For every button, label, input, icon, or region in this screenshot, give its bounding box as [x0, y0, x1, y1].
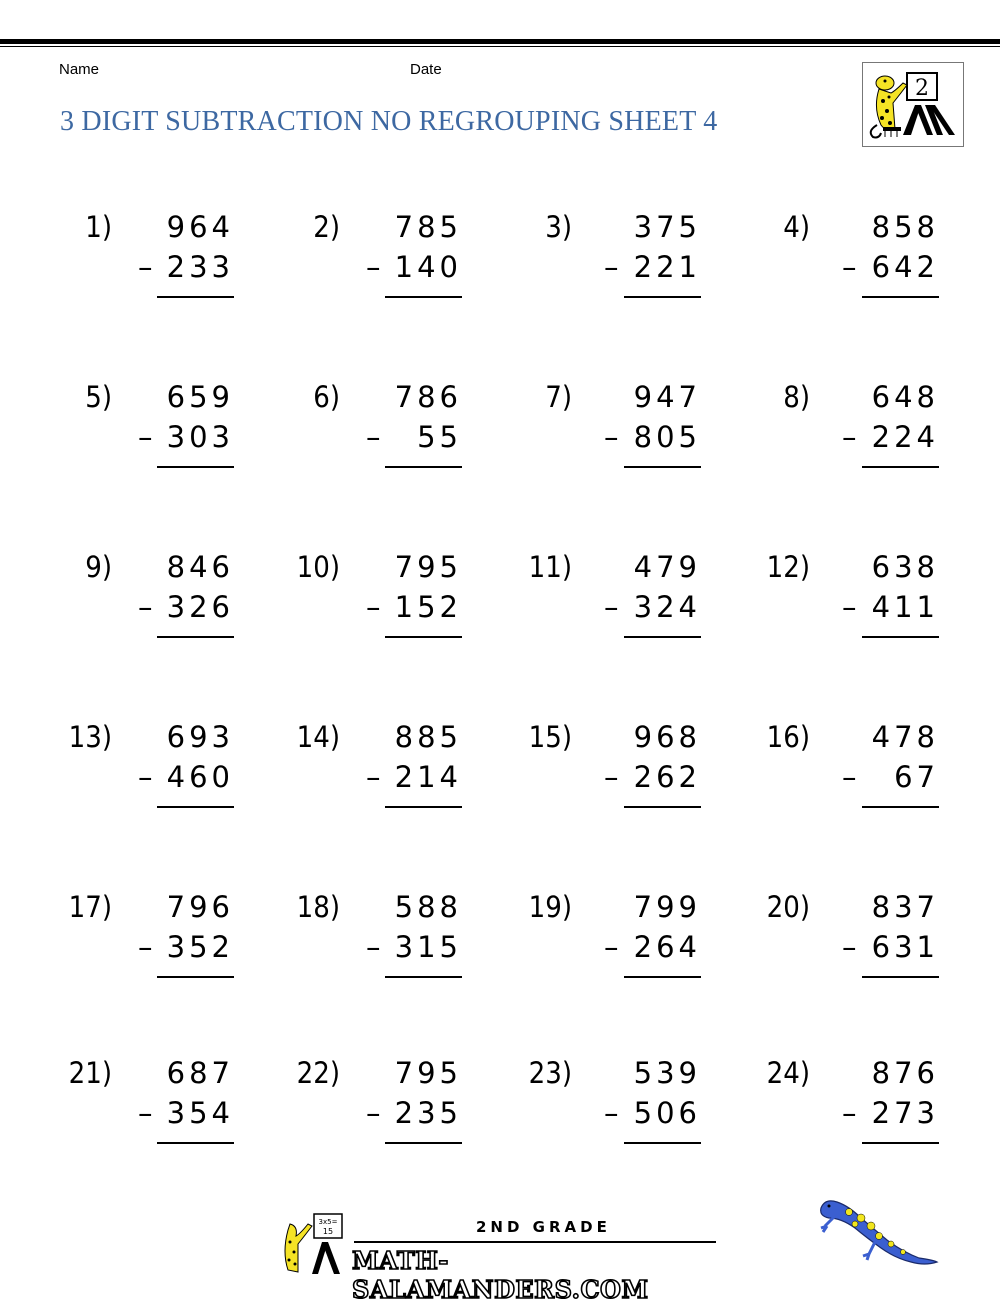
- problem-23: [520, 1056, 701, 1156]
- problem-number: 19): [528, 890, 572, 924]
- problem-number: 5): [85, 380, 112, 414]
- problem-number: 24): [766, 1056, 810, 1090]
- svg-text:15: 15: [322, 1227, 334, 1236]
- minuend: 885: [394, 720, 462, 754]
- minuend: 659: [166, 380, 234, 414]
- subtrahend: 642: [871, 250, 939, 284]
- problem-number: 13): [68, 720, 112, 754]
- minus-sign: –: [138, 930, 153, 964]
- subtrahend: 315: [394, 930, 462, 964]
- answer-line: [157, 1142, 234, 1144]
- minus-sign: –: [604, 420, 619, 454]
- problem-number: 4): [783, 210, 810, 244]
- problem-number: 6): [313, 380, 340, 414]
- subtrahend: 273: [871, 1096, 939, 1130]
- footer-site-name: MATH-SALAMANDERS.COM: [352, 1246, 649, 1304]
- answer-line: [157, 466, 234, 468]
- date-label: Date: [410, 61, 442, 78]
- problem-20: [758, 890, 939, 990]
- page-title: 3 DIGIT SUBTRACTION NO REGROUPING SHEET 4: [60, 106, 718, 137]
- problem-number: 15): [528, 720, 572, 754]
- problem-number: 17): [68, 890, 112, 924]
- minuend: 478: [871, 720, 939, 754]
- minuend: 964: [166, 210, 234, 244]
- minus-sign: –: [604, 590, 619, 624]
- answer-line: [624, 806, 701, 808]
- problem-number: 3): [545, 210, 572, 244]
- minus-sign: –: [138, 250, 153, 284]
- subtrahend: 460: [166, 760, 234, 794]
- problem-12: [758, 550, 939, 650]
- subtrahend: 506: [633, 1096, 701, 1130]
- minuend: 876: [871, 1056, 939, 1090]
- answer-line: [624, 636, 701, 638]
- minus-sign: –: [842, 930, 857, 964]
- minuend: 648: [871, 380, 939, 414]
- answer-line: [862, 806, 939, 808]
- subtrahend: 631: [871, 930, 939, 964]
- minus-sign: –: [366, 420, 381, 454]
- minuend: 947: [633, 380, 701, 414]
- answer-line: [157, 976, 234, 978]
- answer-line: [862, 466, 939, 468]
- problem-number: 16): [766, 720, 810, 754]
- answer-line: [385, 976, 462, 978]
- problem-8: [758, 380, 939, 480]
- answer-line: [385, 636, 462, 638]
- problem-9: [60, 550, 234, 650]
- minuend: 785: [394, 210, 462, 244]
- header-rule-thick: [0, 39, 1000, 44]
- minuend: 846: [166, 550, 234, 584]
- problem-15: [520, 720, 701, 820]
- subtrahend: 262: [633, 760, 701, 794]
- answer-line: [385, 806, 462, 808]
- minuend: 638: [871, 550, 939, 584]
- problem-number: 21): [68, 1056, 112, 1090]
- problem-19: [520, 890, 701, 990]
- problem-number: 7): [545, 380, 572, 414]
- answer-line: [157, 636, 234, 638]
- problem-18: [288, 890, 462, 990]
- minuend: 795: [394, 550, 462, 584]
- salamander-teacher-icon: [863, 63, 963, 146]
- answer-line: [862, 296, 939, 298]
- logo-grade-digit: 2: [915, 76, 929, 101]
- minus-sign: –: [138, 760, 153, 794]
- minuend: 968: [633, 720, 701, 754]
- problem-3: [520, 210, 701, 310]
- subtrahend: 354: [166, 1096, 234, 1130]
- subtrahend: 264: [633, 930, 701, 964]
- problem-number: 8): [783, 380, 810, 414]
- subtrahend: 303: [166, 420, 234, 454]
- minus-sign: –: [138, 1096, 153, 1130]
- minus-sign: –: [604, 760, 619, 794]
- subtrahend: 67: [894, 760, 939, 794]
- subtrahend: 235: [394, 1096, 462, 1130]
- answer-line: [862, 976, 939, 978]
- problem-5: [60, 380, 234, 480]
- minus-sign: –: [366, 930, 381, 964]
- problem-1: [60, 210, 234, 310]
- salamander-board-icon: [276, 1212, 356, 1276]
- grade-logo: [862, 62, 964, 147]
- problem-number: 20): [766, 890, 810, 924]
- subtrahend: 352: [166, 930, 234, 964]
- subtrahend: 140: [394, 250, 462, 284]
- answer-line: [624, 1142, 701, 1144]
- answer-line: [624, 466, 701, 468]
- problem-22: [288, 1056, 462, 1156]
- minus-sign: –: [138, 420, 153, 454]
- answer-line: [157, 806, 234, 808]
- minuend: 479: [633, 550, 701, 584]
- problem-17: [60, 890, 234, 990]
- subtrahend: 805: [633, 420, 701, 454]
- problem-number: 9): [85, 550, 112, 584]
- minuend: 858: [871, 210, 939, 244]
- problem-number: 22): [296, 1056, 340, 1090]
- problem-number: 2): [313, 210, 340, 244]
- minus-sign: –: [138, 590, 153, 624]
- blue-salamander-icon: [815, 1196, 940, 1270]
- answer-line: [624, 976, 701, 978]
- minus-sign: –: [604, 930, 619, 964]
- footer-grade: 2ND GRADE: [476, 1218, 611, 1236]
- subtrahend: 233: [166, 250, 234, 284]
- answer-line: [157, 296, 234, 298]
- subtrahend: 55: [417, 420, 462, 454]
- minus-sign: –: [842, 590, 857, 624]
- minuend: 539: [633, 1056, 701, 1090]
- minus-sign: –: [842, 760, 857, 794]
- minus-sign: –: [604, 1096, 619, 1130]
- answer-line: [862, 636, 939, 638]
- answer-line: [624, 296, 701, 298]
- problem-6: [288, 380, 462, 480]
- answer-line: [385, 296, 462, 298]
- answer-line: [385, 1142, 462, 1144]
- answer-line: [862, 1142, 939, 1144]
- answer-line: [385, 466, 462, 468]
- problem-24: [758, 1056, 939, 1156]
- minus-sign: –: [842, 420, 857, 454]
- minus-sign: –: [366, 250, 381, 284]
- minus-sign: –: [604, 250, 619, 284]
- subtrahend: 324: [633, 590, 701, 624]
- subtrahend: 224: [871, 420, 939, 454]
- svg-text:3x5=: 3x5=: [318, 1218, 338, 1226]
- footer-rule: [354, 1241, 716, 1243]
- minuend: 375: [633, 210, 701, 244]
- minuend: 687: [166, 1056, 234, 1090]
- footer-logo: [276, 1212, 726, 1304]
- minus-sign: –: [366, 1096, 381, 1130]
- problem-number: 1): [85, 210, 112, 244]
- subtrahend: 152: [394, 590, 462, 624]
- minuend: 795: [394, 1056, 462, 1090]
- minuend: 799: [633, 890, 701, 924]
- problem-2: [288, 210, 462, 310]
- problem-21: [60, 1056, 234, 1156]
- subtrahend: 221: [633, 250, 701, 284]
- problem-4: [758, 210, 939, 310]
- problem-7: [520, 380, 701, 480]
- minus-sign: –: [842, 1096, 857, 1130]
- subtrahend: 411: [871, 590, 939, 624]
- name-label: Name: [59, 61, 100, 78]
- problem-10: [288, 550, 462, 650]
- problem-number: 12): [766, 550, 810, 584]
- problem-13: [60, 720, 234, 820]
- minuend: 837: [871, 890, 939, 924]
- problem-number: 18): [296, 890, 340, 924]
- minus-sign: –: [842, 250, 857, 284]
- problem-number: 11): [528, 550, 572, 584]
- minus-sign: –: [366, 760, 381, 794]
- minus-sign: –: [366, 590, 381, 624]
- problem-11: [520, 550, 701, 650]
- problem-number: 10): [296, 550, 340, 584]
- header-rule-thin: [0, 46, 1000, 47]
- subtrahend: 326: [166, 590, 234, 624]
- subtrahend: 214: [394, 760, 462, 794]
- minuend: 786: [394, 380, 462, 414]
- problem-14: [288, 720, 462, 820]
- problem-number: 14): [296, 720, 340, 754]
- problem-number: 23): [528, 1056, 572, 1090]
- minuend: 693: [166, 720, 234, 754]
- problem-16: [758, 720, 939, 820]
- minuend: 588: [394, 890, 462, 924]
- minuend: 796: [166, 890, 234, 924]
